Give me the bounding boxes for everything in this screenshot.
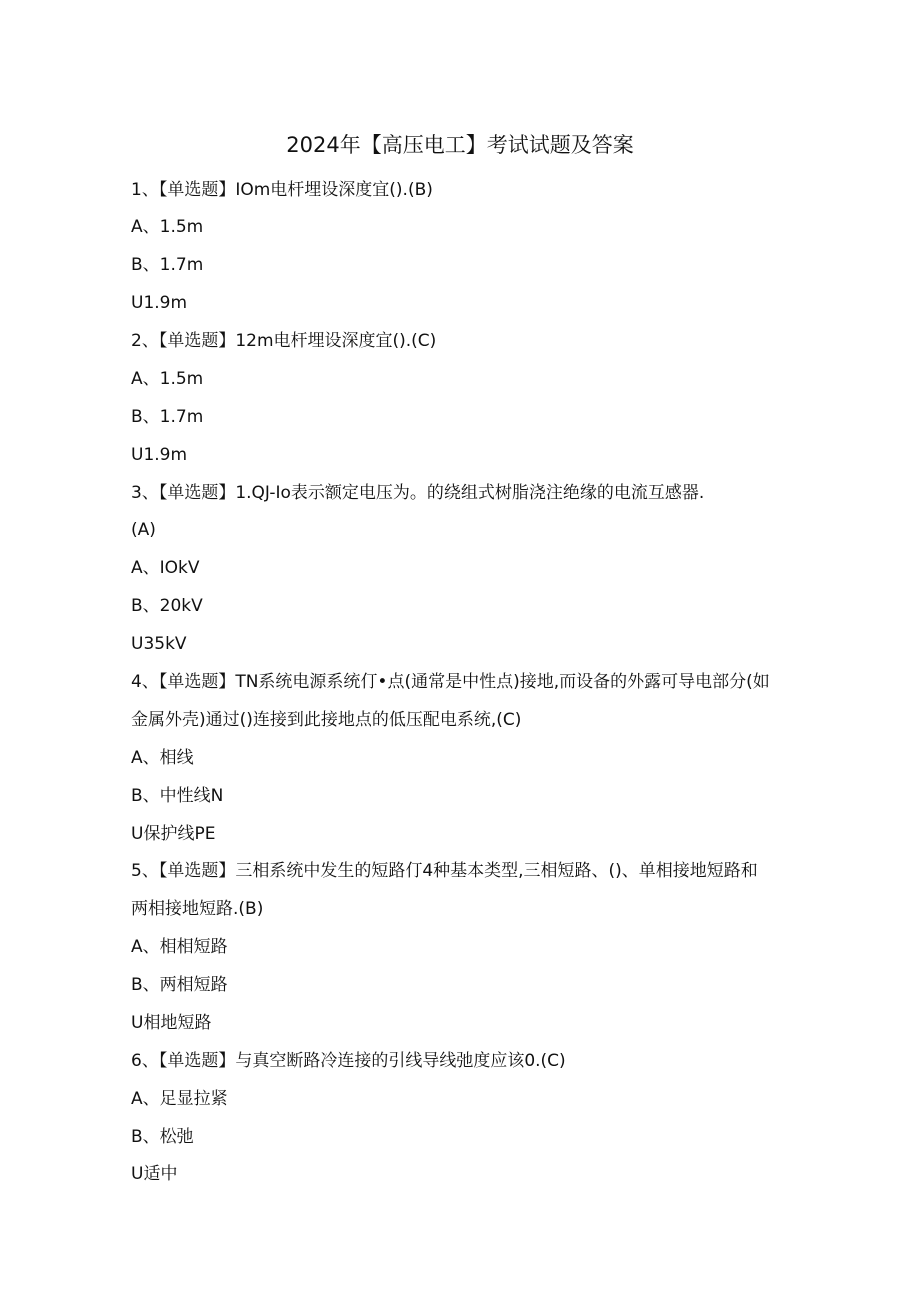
question-2-stem: 2、【单选题】12m电杆埋设深度宜().(C) <box>131 331 437 351</box>
question-5-stem-line2: 两相接地短路.(B) <box>131 899 264 919</box>
question-6-option-c: U适中 <box>131 1164 178 1184</box>
question-1-option-b: B、1.7m <box>131 255 204 275</box>
question-6-stem: 6、【单选题】与真空断路冷连接的引线导线弛度应该0.(C) <box>131 1051 566 1071</box>
question-5-option-b: B、两相短路 <box>131 975 228 995</box>
question-5-option-a: A、相相短路 <box>131 937 228 957</box>
question-4-option-b: B、中性线N <box>131 786 224 806</box>
question-3-option-c: U35kV <box>131 634 187 654</box>
question-2-option-c: U1.9m <box>131 445 188 465</box>
question-5-stem-line1: 5、【单选题】三相系统中发生的短路仃4种基本类型,三相短路、()、单相接地短路和 <box>131 861 758 881</box>
question-3-stem-line1: 3、【单选题】1.QJ-Io表示额定电压为。的绕组式树脂浇注绝缘的电流互感器. <box>131 483 705 503</box>
question-4-stem-line1: 4、【单选题】TN系统电源系统仃•点(通常是中性点)接地,而设备的外露可导电部分(如 <box>131 672 770 692</box>
question-4-option-a: A、相线 <box>131 748 194 768</box>
question-5-option-c: U相地短路 <box>131 1013 212 1033</box>
question-2-option-b: B、1.7m <box>131 407 204 427</box>
question-3-option-a: A、IOkV <box>131 558 200 578</box>
question-6-option-b: B、松弛 <box>131 1127 194 1147</box>
question-3-stem-line2: (A) <box>131 520 156 540</box>
question-4-option-c: U保护线PE <box>131 824 216 844</box>
question-1-option-c: U1.9m <box>131 293 188 313</box>
question-2-option-a: A、1.5m <box>131 369 204 389</box>
question-6-option-a: A、足显拉紧 <box>131 1089 228 1109</box>
question-1-stem: 1、【单选题】IOm电杆埋设深度宜().(B) <box>131 180 433 200</box>
question-1-option-a: A、1.5m <box>131 217 204 237</box>
question-3-option-b: B、20kV <box>131 596 203 616</box>
question-4-stem-line2: 金属外壳)通过()连接到此接地点的低压配电系统,(C) <box>131 710 522 730</box>
document-title: 2024年【高压电工】考试试题及答案 <box>286 133 634 157</box>
